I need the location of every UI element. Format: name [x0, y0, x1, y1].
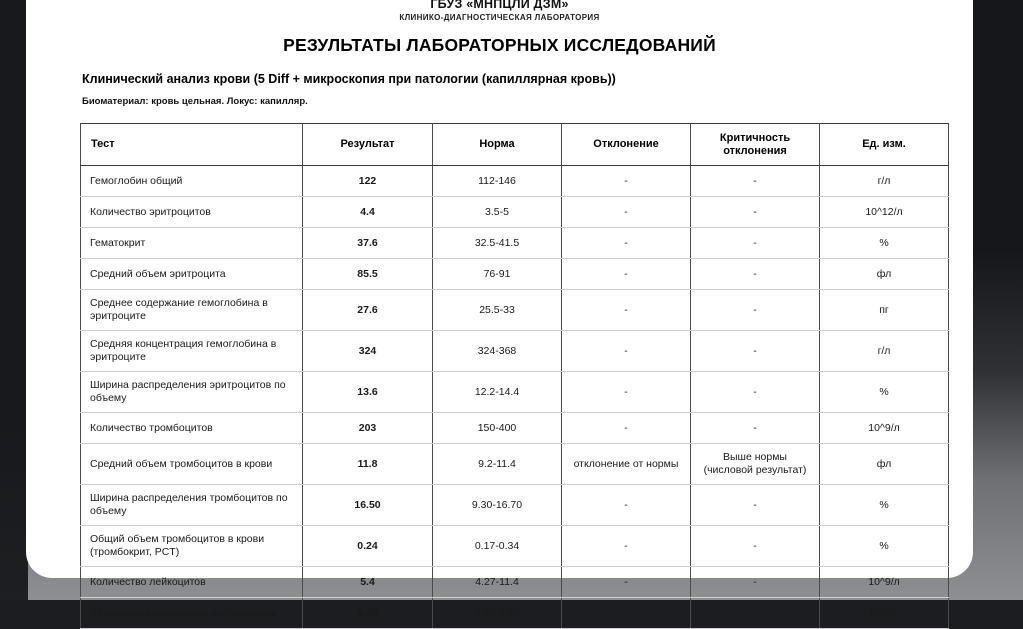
cell-criticality: - [691, 526, 820, 567]
cell-norm: 150-400 [433, 413, 562, 444]
cell-norm: 9.30-16.70 [433, 485, 562, 526]
cell-criticality: - [691, 331, 820, 372]
cell-test: Ширина распределения эритроцитов по объему [81, 372, 303, 413]
lab-results-table [80, 123, 949, 629]
column-header-norm: Норма [433, 124, 562, 166]
cell-units: фл [820, 259, 949, 290]
cell-deviation: - [562, 259, 691, 290]
cell-deviation: - [562, 598, 691, 629]
cell-test: Общий объем тромбоцитов в крови (тромбокрит, PCT) [81, 526, 303, 567]
cell-units: % [820, 228, 949, 259]
document-content [26, 0, 973, 629]
table-row [81, 228, 949, 259]
cell-norm: 324-368 [433, 331, 562, 372]
cell-test: Гемоглобин общий [81, 166, 303, 197]
table-row [81, 598, 949, 629]
cell-result: 37.6 [303, 228, 433, 259]
cell-result: 2.48 [303, 598, 433, 629]
document-page [26, 0, 973, 619]
column-header-test: Тест [81, 124, 303, 166]
table-row [81, 413, 949, 444]
cell-test: Количество лейкоцитов [81, 567, 303, 598]
cell-norm: 0.17-0.34 [433, 526, 562, 567]
cell-result: 85.5 [303, 259, 433, 290]
cell-units: 10^12/л [820, 197, 949, 228]
cell-units: 10^9/л [820, 567, 949, 598]
cell-criticality: - [691, 228, 820, 259]
cell-norm: 1.63-7.87 [433, 598, 562, 629]
cell-criticality: - [691, 197, 820, 228]
table-row [81, 197, 949, 228]
cell-criticality: - [691, 598, 820, 629]
column-header-deviation: Отклонение [562, 124, 691, 166]
table-body [81, 166, 949, 629]
table-row [81, 290, 949, 331]
cell-test: Средний объем эритроцита [81, 259, 303, 290]
cell-test: Ширина распределения тромбоцитов по объему [81, 485, 303, 526]
cell-norm: 112-146 [433, 166, 562, 197]
table-row [81, 485, 949, 526]
cell-units: % [820, 526, 949, 567]
page-title: РЕЗУЛЬТАТЫ ЛАБОРАТОРНЫХ ИССЛЕДОВАНИЙ [283, 35, 716, 55]
cell-test: Количество эритроцитов [81, 197, 303, 228]
table-row [81, 166, 949, 197]
cell-criticality: - [691, 166, 820, 197]
cell-criticality: - [691, 567, 820, 598]
cell-result: 203 [303, 413, 433, 444]
cell-criticality: Выше нормы (числовой результат) [691, 444, 820, 485]
cell-test: Среднее содержание гемоглобина в эритроците [81, 290, 303, 331]
cell-criticality: - [691, 259, 820, 290]
organization-name: ГБУЗ «МНПЦЛИ ДЗМ» [430, 0, 569, 11]
cell-result: 13.6 [303, 372, 433, 413]
cell-deviation: - [562, 166, 691, 197]
cell-test: Средняя концентрация гемоглобина в эритроците [81, 331, 303, 372]
table-row [81, 526, 949, 567]
cell-criticality: - [691, 485, 820, 526]
cell-result: 324 [303, 331, 433, 372]
cell-result: 11.8 [303, 444, 433, 485]
cell-units: фл [820, 444, 949, 485]
table-row [81, 331, 949, 372]
cell-deviation: - [562, 413, 691, 444]
cell-units: % [820, 372, 949, 413]
cell-criticality: - [691, 290, 820, 331]
column-header-result: Результат [303, 124, 433, 166]
table-header [81, 124, 949, 166]
cell-norm: 12.2-14.4 [433, 372, 562, 413]
cell-test: Количество тромбоцитов [81, 413, 303, 444]
cell-deviation: - [562, 485, 691, 526]
cell-units: % [820, 485, 949, 526]
analysis-subtitle: Клинический анализ крови (5 Diff + микроскопия при патологии (капиллярная кровь)) [82, 72, 616, 86]
organization-department: КЛИНИКО-ДИАГНОСТИЧЕСКАЯ ЛАБОРАТОРИЯ [399, 13, 600, 22]
cell-norm: 4.27-11.4 [433, 567, 562, 598]
cell-result: 4.4 [303, 197, 433, 228]
cell-result: 27.6 [303, 290, 433, 331]
cell-deviation: - [562, 197, 691, 228]
cell-result: 0.24 [303, 526, 433, 567]
cell-deviation: - [562, 228, 691, 259]
table-row [81, 444, 949, 485]
cell-units: 10^9/л [820, 598, 949, 629]
cell-test: Абсолютное количество нейтрофилов [81, 598, 303, 629]
cell-norm: 3.5-5 [433, 197, 562, 228]
table-row [81, 567, 949, 598]
table-row [81, 372, 949, 413]
cell-criticality: - [691, 372, 820, 413]
cell-norm: 76-91 [433, 259, 562, 290]
organization-header [26, 0, 973, 23]
cell-norm: 25.5-33 [433, 290, 562, 331]
cell-deviation: отклонение от нормы [562, 444, 691, 485]
cell-units: 10^9/л [820, 413, 949, 444]
cell-norm: 9.2-11.4 [433, 444, 562, 485]
cell-test: Средний объем тромбоцитов в крови [81, 444, 303, 485]
cell-result: 5.4 [303, 567, 433, 598]
results-table-container [80, 123, 948, 629]
backdrop-left-strip [0, 0, 28, 600]
table-header-row [81, 124, 949, 166]
cell-deviation: - [562, 290, 691, 331]
column-header-units: Ед. изм. [820, 124, 949, 166]
column-header-criticality: Критичность отклонения [691, 124, 820, 166]
cell-deviation: - [562, 567, 691, 598]
cell-result: 122 [303, 166, 433, 197]
table-row [81, 259, 949, 290]
cell-units: г/л [820, 166, 949, 197]
cell-result: 16.50 [303, 485, 433, 526]
cell-test: Гематокрит [81, 228, 303, 259]
biomaterial-line: Биоматериал: кровь цельная. Локус: капилляр. [82, 96, 308, 107]
cell-units: пг [820, 290, 949, 331]
cell-criticality: - [691, 413, 820, 444]
cell-deviation: - [562, 331, 691, 372]
cell-norm: 32.5-41.5 [433, 228, 562, 259]
cell-deviation: - [562, 526, 691, 567]
cell-deviation: - [562, 372, 691, 413]
cell-units: г/л [820, 331, 949, 372]
